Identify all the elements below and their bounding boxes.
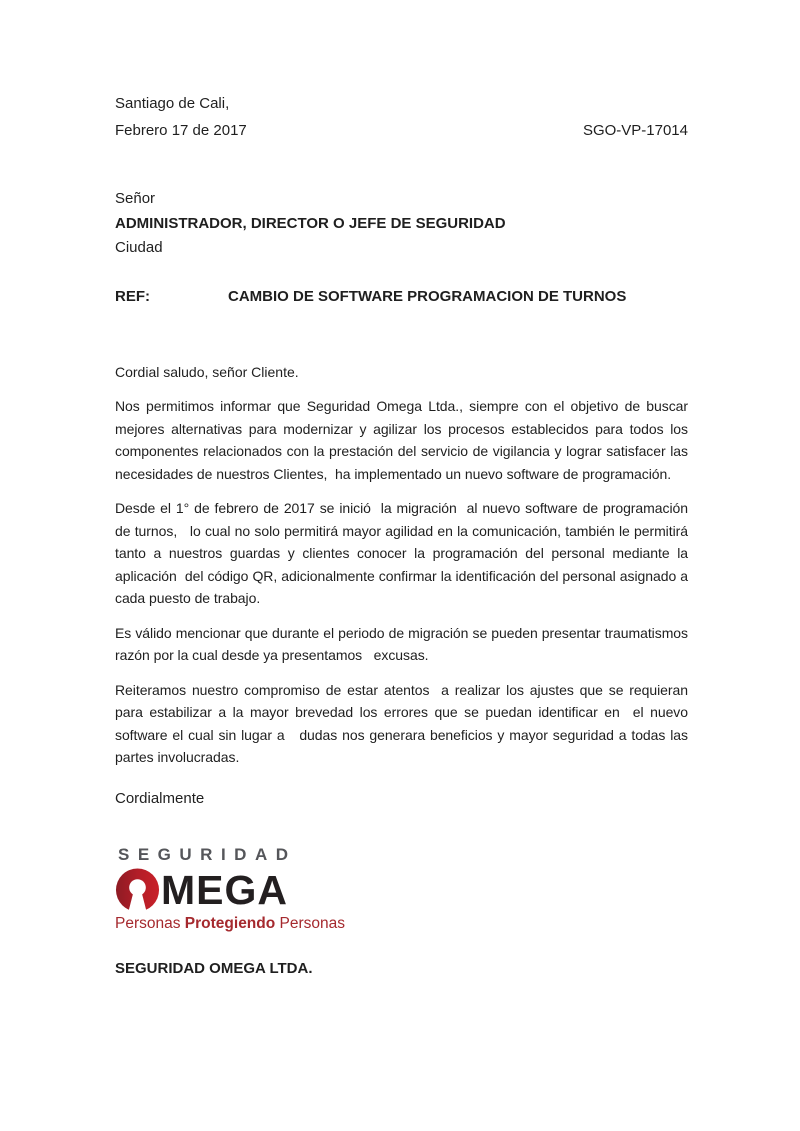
signature-company-name: SEGURIDAD OMEGA LTDA. (115, 960, 313, 977)
company-logo (115, 845, 375, 933)
date-reference-row (115, 117, 688, 144)
recipient-title: ADMINISTRADOR, DIRECTOR O JEFE DE SEGURIDAD (115, 214, 506, 232)
tagline-bold: Protegiendo (184, 915, 276, 932)
body-paragraph: Nos permitimos informar que Seguridad Omega Ltda., siempre con el objetivo de buscar mejores alternativas para modernizar y agilizar los procesos establecidos para todos los componentes relacionados con la prestación del servicio de vigilancia y lograr satisfacer las necesidades de nuestros Clientes, ha implementado un nuevo software de programación. (115, 398, 692, 482)
body-paragraph: Desde el 1° de febrero de 2017 se inició la migración al nuevo software de programación de turnos, lo cual no solo permitirá mayor agilidad en la comunicación, también le permitirá tanto a nuestros guardas y clientes conocer la programación del personal mediante la aplicación del código QR, adicionalmente confirmar la identificación del personal asignado a cada puesto de trabajo. (115, 500, 692, 606)
greeting: Cordial saludo, señor Cliente. (115, 363, 299, 380)
logo-word-seguridad: SEGURIDAD (118, 845, 297, 864)
body-paragraph: Reiteramos nuestro compromiso de estar atentos a realizar los ajustes que se requieran para estabilizar a la mayor brevedad los errores que se puedan identificar en el nuevo software el cual sin lugar a dudas nos generara beneficios y mayor seguridad a todas las partes involucradas. (115, 681, 692, 765)
tagline-part2: Personas (275, 915, 346, 932)
recipient-city: Ciudad (115, 239, 163, 256)
recipient-block (115, 187, 688, 261)
subject-line (115, 288, 688, 306)
closing-word: Cordialmente (115, 790, 205, 807)
city-line: Santiago de Cali, (115, 95, 230, 112)
subject-label: REF: (115, 287, 150, 305)
logo-word-omega (115, 867, 375, 913)
body-paragraph: Es válido mencionar que durante el periodo de migración se pueden presentar traumatismos razón por la cual desde ya presentamos excusas. (115, 624, 692, 663)
reference-code: SGO-VP-17014 (582, 122, 688, 139)
date-line: Febrero 17 de 2017 (115, 122, 247, 139)
subject-text: CAMBIO DE SOFTWARE PROGRAMACION DE TURNOS (228, 287, 627, 305)
letter-content (115, 90, 692, 769)
logo-tagline (115, 915, 375, 933)
recipient-salutation: Señor (115, 190, 156, 207)
tagline-part1: Personas (115, 915, 185, 932)
logo-text-mega: MEGA (161, 867, 288, 913)
omega-keyhole-icon (115, 867, 160, 913)
